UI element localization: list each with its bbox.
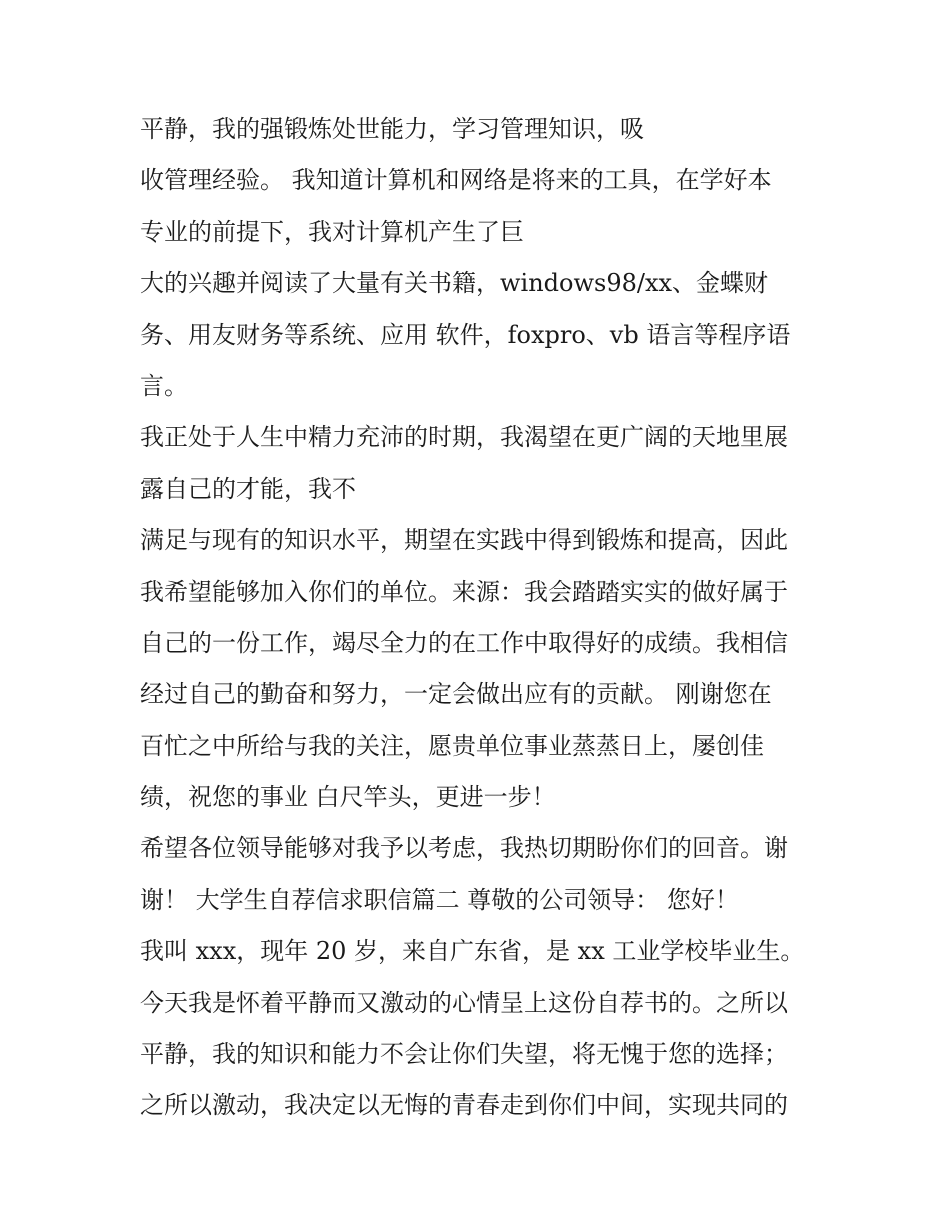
text-line: 平静，我的知识和能力不会让你们失望，将无愧于您的选择； (140, 1040, 788, 1069)
text-line: 希望各位领导能够对我予以考虑，我热切期盼你们的回音。谢 (140, 834, 788, 863)
text-line: 言。 (140, 371, 188, 400)
text-line: 满足与现有的知识水平，期望在实践中得到锻炼和提高，因此 (140, 526, 788, 555)
body-text (140, 104, 820, 1132)
text-line: 自己的一份工作，竭尽全力的在工作中取得好的成绩。我相信 (140, 628, 788, 657)
text-line: 平静，我的强锻炼处世能力，学习管理知识，吸 (140, 115, 644, 143)
text-line: 绩，祝您的事业 白尺竿头，更进一步！ (140, 783, 556, 812)
text-line: 务、用友财务等系统、应用 软件，foxpro、vb 语言等程序语 (140, 320, 791, 349)
text-line: 之所以激动，我决定以无悔的青春走到你们中间，实现共同的 (140, 1091, 788, 1120)
text-line: 露自己的才能，我不 (140, 474, 356, 503)
text-line: 专业的前提下，我对计算机产生了巨 (140, 217, 524, 246)
text-line: 大的兴趣并阅读了大量有关书籍，windows98/xx、金蝶财 (140, 269, 769, 298)
text-line: 今天我是怀着平静而又激动的心情呈上这份自荐书的。之所以 (140, 988, 788, 1017)
text-line: 我希望能够加入你们的单位。来源：我会踏踏实实的做好属于 (140, 577, 788, 606)
text-line: 百忙之中所给与我的关注，愿贵单位事业蒸蒸日上，屡创佳 (140, 731, 764, 760)
text-line: 谢！ 大学生自荐信求职信篇二 尊敬的公司领导： 您好！ (140, 885, 739, 914)
text-line: 经过自己的勤奋和努力，一定会做出应有的贡献。 刚谢您在 (140, 680, 772, 709)
text-line: 我叫 xxx，现年 20 岁，来自广东省，是 xx 工业学校毕业生。 (140, 937, 805, 966)
text-line: 我正处于人生中精力充沛的时期，我渴望在更广阔的天地里展 (140, 423, 788, 452)
text-line: 收管理经验。 我知道计算机和网络是将来的工具，在学好本 (140, 166, 772, 195)
